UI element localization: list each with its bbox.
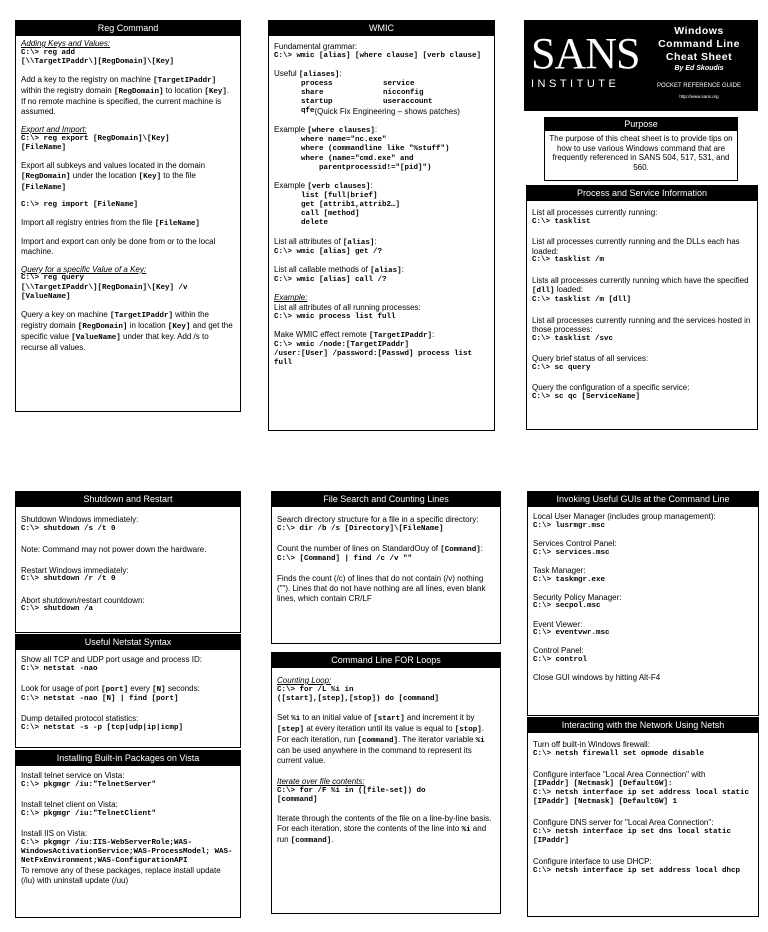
netstat-item: Show all TCP and UDP port usage and process ID: C:\> netstat -nao [21, 655, 202, 673]
reg-add-command-args: [\\TargetIPaddr\][RegDomain]\[Key] [21, 57, 175, 66]
guide-label: POCKET REFERENCE GUIDE [657, 82, 741, 89]
proc-item: Query brief status of all services: C:\> sc query [532, 354, 649, 372]
gui-panel [527, 491, 759, 716]
alias-row: startup useraccount [301, 98, 433, 107]
reg-add-heading: Adding Keys and Values: [21, 39, 111, 48]
shutdown-item: Shutdown Windows immediately: C:\> shutdown /s /t 0 [21, 515, 139, 533]
wmic-panel [268, 20, 495, 431]
netsh-item: Turn off built-in Windows firewall: C:\> netsh firewall set opmode disable [533, 740, 705, 758]
file-iterate-loop: Iterate over file contents: C:\> for /F %i in ([file-set]) do [command] [277, 776, 426, 804]
alias-row: share nicconfig [301, 89, 424, 98]
reg-query-heading: Query for a specific Value of a Key: [21, 264, 147, 274]
netstat-panel [15, 634, 241, 748]
file-item: Search directory structure for a file in a specific directory: C:\> dir /b /s [Directory]\[FileName] [277, 515, 479, 533]
shutdown-panel [15, 491, 241, 633]
wmic-example: Example: List all attributes of all running processes: C:\> wmic process list full [274, 293, 421, 321]
pkg-item: Install telnet client on Vista: C:\> pkgmgr /iu:"TelnetClient" [21, 799, 157, 818]
shutdown-item: Abort shutdown/restart countdown: C:\> shutdown /a [21, 595, 145, 614]
process-service-header: Process and Service Information [527, 186, 757, 201]
wmic-aliases: Useful [aliases]: process service share nicconfig startup useraccount qfe (Quick Fix Engineering – shows patches) [274, 69, 489, 117]
file-item: Count the number of lines on StandardOuy of [Command]: C:\> [Command] | find /c /v "" [277, 543, 483, 564]
for-loops-header: Command Line FOR Loops [272, 653, 500, 668]
file-search-header: File Search and Counting Lines [272, 492, 500, 507]
netsh-panel [527, 717, 759, 917]
gui-item: Control Panel: C:\> control [533, 646, 588, 665]
shutdown-header: Shutdown and Restart [16, 492, 240, 507]
reg-export-command: C:\> reg export [RegDomain]\[Key] [21, 134, 170, 143]
gui-item: Local User Manager (includes group management): C:\> lusrmgr.msc [533, 512, 716, 530]
reg-add-command: C:\> reg add [21, 48, 76, 57]
purpose-text: The purpose of this cheat sheet is to provide tips on how to use various Windows command that are frequently referenced in SANS 504, 517, 531, and 560. [549, 134, 733, 172]
wmic-where-clauses: Example [where clauses]: where name="nc.exe" where (commandline like "%stuff") where (name="cmd.exe" and parentprocessid!="[pid]") [274, 125, 450, 172]
wmic-list-methods: List all callable methods of [alias]: C:\> wmic [alias] call /? [274, 264, 404, 285]
netsh-header: Interacting with the Network Using Netsh [528, 718, 758, 733]
reg-query-command: C:\> reg query [21, 274, 85, 283]
sans-logo-text: SANS [531, 29, 640, 78]
sans-title-box [524, 20, 758, 111]
gui-item: Security Policy Manager: C:\> secpol.msc [533, 592, 622, 611]
process-service-panel [526, 185, 758, 430]
purpose-panel [544, 117, 738, 181]
reg-export-heading: Export and Import: [21, 124, 87, 134]
proc-item: List all processes currently running and the services hosted in those processes: C:\> tasklist /svc [532, 315, 751, 344]
shutdown-note: Note: Command may not power down the hardware. [21, 544, 207, 554]
proc-item: Lists all processes currently running which have the specified [dll] loaded: C:\> tasklist /m [dll] [532, 275, 749, 305]
proc-item: List all processes currently running: C:\> tasklist [532, 208, 658, 226]
file-iterate-description: Iterate through the contents of the file on a line-by-line basis. For each iteration, store the contents of the line into %i and run [command]. [277, 813, 492, 845]
wmic-list-attributes: List all attributes of [alias]: C:\> wmic [alias] get /? [274, 236, 383, 256]
file-search-panel [271, 491, 501, 644]
reg-export-section: Export and Import: C:\> reg export [RegDomain]\[Key] [FileName] [21, 125, 235, 153]
netsh-item: Configure DNS server for "Local Area Connection": C:\> netsh interface ip set dns local static [IPaddr] [533, 818, 732, 845]
sans-institute-text: INSTITUTE [531, 78, 620, 90]
vista-packages-panel [15, 750, 241, 918]
wmic-header: WMIC [269, 21, 494, 36]
netstat-item: Look for usage of port [port] every [N] seconds: C:\> netstat -nao [N] | find [port] [21, 683, 200, 704]
netstat-item: Dump detailed protocol statistics: C:\> netstat -s -p [tcp|udp|ip|icmp] [21, 714, 184, 732]
reg-import-description: Import all registry entries from the file [FileName] [21, 218, 200, 229]
wmic-verb-clauses: Example [verb clauses]: list [full|brief] get [attrib1,attrib2…] call [method] delete [274, 180, 401, 228]
proc-item: List all processes currently running and the DLLs each has loaded: C:\> tasklist /m [532, 236, 740, 265]
gui-header: Invoking Useful GUIs at the Command Line [528, 492, 758, 507]
reg-export-description: Export all subkeys and values located in the domain [RegDomain] under the location [Key] to the file [FileName] [21, 160, 206, 192]
pkg-item: Install telnet service on Vista: C:\> pkgmgr /iu:"TelnetServer" [21, 771, 157, 789]
sans-url[interactable]: http://www.sans.org [679, 93, 719, 99]
reg-query-description: Query a key on machine [TargetIPaddr] within the registry domain [RegDomain] in location [Key] and get the specific value [ValueName] under that key. Add /s to recurse all values. [21, 309, 233, 353]
netsh-item: Configure interface "Local Area Connection" with [IPaddr] [Netmask] [DefaultGW]: C:\> netsh interface ip set address local static [IPaddr] [Netmask] [DefaultGW] 1 [533, 769, 750, 806]
reg-local-note: Import and export can only be done from or to the local machine. [21, 237, 216, 256]
wmic-remote: Make WMIC effect remote [TargetIPaddr]: C:\> wmic /node:[TargetIPaddr] /user:[User] /password:[Passwd] process list full [274, 329, 473, 368]
reg-add-description: Add a key to the registry on machine [TargetIPaddr] within the registry domain [RegDomain] to location [Key]. If no remote machine is specified, the current machine is assumed. [21, 75, 230, 117]
gui-close-note: Close GUI windows by hitting Alt-F4 [533, 673, 661, 683]
purpose-header: Purpose [545, 118, 737, 131]
gui-item: Task Manager: C:\> taskmgr.exe [533, 565, 606, 584]
for-loops-panel [271, 652, 501, 914]
reg-import-command: C:\> reg import [FileName] [21, 200, 139, 209]
vista-packages-header: Installing Built-in Packages on Vista [16, 751, 240, 766]
sans-logo [531, 29, 643, 91]
alias-row-qfe: qfe (Quick Fix Engineering – shows patches) [301, 107, 460, 117]
sans-title-block [642, 25, 756, 99]
counting-loop-description: Set %i to an initial value of [start] and increment it by [step] at every iteration until its value is equal to [stop]. For each iteration, run [command]. The iterator variable %i can be used anywhere in the command to represent its current value. [277, 713, 485, 766]
file-item: Finds the count (/c) of lines that do not contain (/v) nothing (""). Lines that do not have nothing are all lines, even blank lines, which contain CR/LF [277, 574, 486, 603]
reg-command-header: Reg Command [16, 21, 240, 36]
netsh-item: Configure interface to use DHCP: C:\> netsh interface ip set address local dhcp [533, 857, 741, 875]
counting-loop: Counting Loop: C:\> for /L %i in ([start],[step],[stop]) do [command] [277, 676, 440, 703]
reg-command-panel [15, 20, 241, 412]
alias-row: process service [301, 80, 415, 89]
pkg-item: Install IIS on Vista: C:\> pkgmgr /iu:IIS-WebServerRole;WAS-WindowsActivationService;WAS-ProcessModel; WAS-NetFxEnvironment;WAS-ConfigurationAPI To remove any of these packages, replace install update (/iu) with uninstall update (/uu) [21, 828, 233, 885]
proc-item: Query the configuration of a specific service: C:\> sc qc [ServiceName] [532, 383, 690, 401]
gui-item: Services Control Panel: C:\> services.msc [533, 538, 617, 557]
reg-query-section: Query for a specific Value of a Key: C:\> reg query [\\TargetIPaddr\][RegDomain]\[Key] /v [ValueName] [21, 265, 235, 302]
gui-item: Event Viewer: C:\> eventvwr.msc [533, 619, 610, 638]
shutdown-item: Restart Windows immediately: C:\> shutdown /r /t 0 [21, 565, 129, 584]
netstat-header: Useful Netstat Syntax [16, 635, 240, 650]
reg-add-section [21, 39, 235, 67]
author: By Ed Skoudis [674, 65, 724, 72]
wmic-grammar: Fundamental grammar: C:\> wmic [alias] [where clause] [verb clause] [274, 42, 482, 60]
cheat-sheet-title: Windows Command Line Cheat Sheet [658, 25, 740, 63]
